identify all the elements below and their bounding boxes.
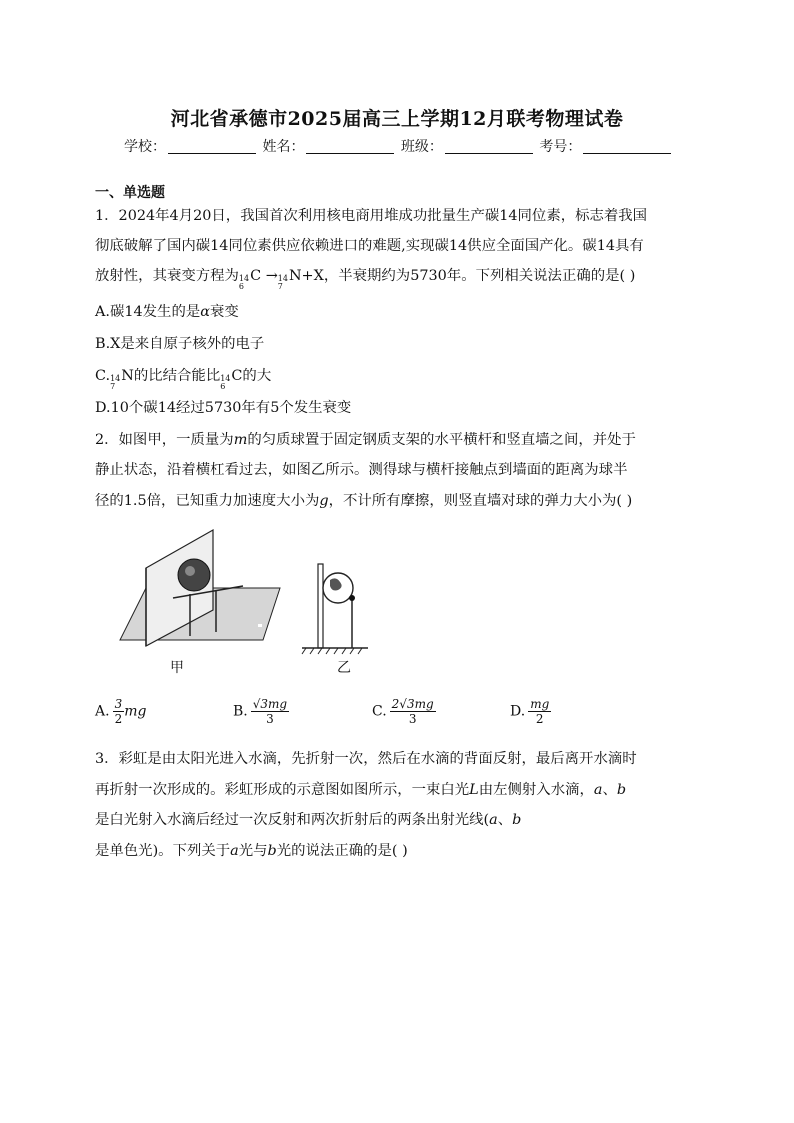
ray-b-symbol-2: b xyxy=(512,812,522,828)
mass-symbol: m xyxy=(233,432,248,448)
c14-isotope-c xyxy=(220,375,230,391)
q2-option-c-label: C. xyxy=(372,703,387,720)
n14-number: 7 xyxy=(277,282,283,291)
ray-a-symbol: a xyxy=(593,782,603,798)
q3-line-2-sep: 、 xyxy=(602,782,617,798)
q2-option-c-den: 3 xyxy=(408,712,417,726)
q2-option-a-den: 2 xyxy=(114,712,123,726)
n14-number-c: 7 xyxy=(110,382,116,391)
q3-line-4 xyxy=(95,841,408,861)
q1-line-3-text: 放射性，其衰变方程为 xyxy=(95,268,239,284)
q1-option-c-label: C. xyxy=(95,368,111,384)
q2-line-1-text: 2．如图甲，一质量为 xyxy=(95,432,234,448)
n14-mass-c: 14 xyxy=(110,374,121,383)
ray-a-symbol-2: a xyxy=(489,812,498,828)
q1-line-2: 彻底破解了国内碳14同位素供应依赖进口的难题,实现碳14供应全面国产化。碳14具有 xyxy=(95,238,644,254)
q1-option-d[interactable]: D.10个碳14经过5730年有5个发生衰变 xyxy=(95,400,352,416)
q2-option-b[interactable] xyxy=(233,697,289,726)
q3-line-1: 3．彩虹是由太阳光进入水滴，先折射一次，然后在水滴的背面反射，最后离开水滴时 xyxy=(95,751,637,767)
q3-line-2 xyxy=(95,780,626,800)
class-label: 班级： xyxy=(400,139,443,155)
q2-option-a-label: A. xyxy=(95,703,110,720)
q1-line-1: 1．2024年4月20日，我国首次利用核电商用堆成功批量生产碳14同位素，标志着我国 xyxy=(95,208,648,224)
n14-isotope xyxy=(278,275,288,291)
q3-line-2-text: 再折射一次形成的。彩虹形成的示意图如图所示，一束白光 xyxy=(95,782,470,798)
q2-option-d-label: D. xyxy=(510,703,526,720)
decay-arrow: → xyxy=(265,268,278,284)
q2-line-3-end: ，不计所有摩擦，则竖直墙对球的弹力大小为( ) xyxy=(328,493,633,509)
alpha-symbol: α xyxy=(200,304,210,320)
q1-line-3 xyxy=(95,266,635,291)
q2-option-a[interactable] xyxy=(95,697,146,726)
q1-option-a-text: A.碳14发生的是 xyxy=(95,304,201,320)
q2-line-3 xyxy=(95,491,632,511)
light-L-symbol: L xyxy=(469,782,479,798)
c14-number: 6 xyxy=(238,282,245,291)
section-heading: 一、单选题 xyxy=(95,185,165,201)
q2-option-b-num: √3mg xyxy=(252,697,288,711)
q1-option-c-mid: 的比结合能比 xyxy=(133,368,221,384)
name-blank[interactable] xyxy=(306,139,394,154)
q2-option-b-label: B. xyxy=(233,703,248,720)
number-blank[interactable] xyxy=(583,139,671,154)
q3-line-2-mid: 由左侧射入水滴， xyxy=(478,782,594,798)
page-title: 河北省承德市2025届高三上学期12月联考物理试卷 xyxy=(170,108,624,130)
q2-option-d-den: 2 xyxy=(535,712,544,726)
n14-symbol: N xyxy=(288,268,302,284)
q1-line-3-end: +X，半衰期约为5730年。下列相关说法正确的是( ) xyxy=(301,268,636,284)
c14-mass-c: 14 xyxy=(220,374,231,383)
q2-line-2: 静止状态，沿着横杠看过去，如图乙所示。测得球与横杆接触点到墙面的距离为球半 xyxy=(95,462,628,478)
n14-isotope-c xyxy=(110,375,120,391)
number-label: 考号： xyxy=(539,139,582,155)
c14-symbol: C xyxy=(250,268,262,284)
q1-option-a-end: 衰变 xyxy=(209,304,239,320)
figure-yi-caption: 乙 xyxy=(337,660,351,676)
q3-line-3 xyxy=(95,810,521,830)
c14-symbol-c: C xyxy=(231,368,243,384)
student-info-row xyxy=(124,136,673,156)
q3-line-3-text: 是白光射入水滴后经过一次反射和两次折射后的两条出射光线( xyxy=(95,812,490,828)
q1-option-b[interactable]: B.X是来自原子核外的电子 xyxy=(95,336,265,352)
ray-b-symbol: b xyxy=(616,782,627,798)
q2-option-b-den: 3 xyxy=(266,712,274,726)
school-label: 学校： xyxy=(124,139,166,155)
q2-option-b-fraction xyxy=(251,697,289,726)
n14-symbol-c: N xyxy=(121,368,134,384)
figure-jia-3d-wall-rack xyxy=(118,528,288,648)
q1-option-c-end: 的大 xyxy=(242,368,272,384)
name-label: 姓名： xyxy=(262,139,305,155)
c14-number-c: 6 xyxy=(220,382,226,391)
figure-jia-caption: 甲 xyxy=(170,660,184,676)
school-blank[interactable] xyxy=(168,139,256,154)
n14-mass: 14 xyxy=(277,274,288,283)
q2-option-c-num: 2√3mg xyxy=(391,697,434,711)
c14-mass: 14 xyxy=(238,274,250,283)
ray-b-symbol-3: b xyxy=(267,843,277,859)
ray-a-symbol-3: a xyxy=(230,843,239,859)
q1-option-c[interactable] xyxy=(95,366,271,391)
q2-line-1 xyxy=(95,430,636,450)
q3-line-4-mid: 光与 xyxy=(238,843,268,859)
q2-option-d-num: mg xyxy=(530,697,550,711)
q2-option-d-fraction xyxy=(528,697,551,726)
q2-line-3-text: 径的1.5倍，已知重力加速度大小为 xyxy=(95,493,320,509)
q2-option-c-fraction xyxy=(390,697,436,726)
q2-line-1-end: 的匀质球置于固定钢质支架的水平横杆和竖直墙之间，并处于 xyxy=(247,432,636,448)
q2-option-a-tail: mg xyxy=(124,703,147,720)
c14-isotope xyxy=(239,275,249,291)
gravity-symbol: g xyxy=(319,493,329,509)
figure-yi-side-view xyxy=(300,560,370,655)
q1-option-a[interactable] xyxy=(95,302,239,322)
q2-option-a-num: 3 xyxy=(114,697,123,711)
q2-option-a-fraction xyxy=(113,697,125,726)
q3-line-3-sep: 、 xyxy=(497,812,513,828)
q2-option-d[interactable] xyxy=(510,697,551,726)
class-blank[interactable] xyxy=(445,139,533,154)
q3-line-4-end: 光的说法正确的是( ) xyxy=(276,843,408,859)
q3-line-4-text: 是单色光)。下列关于 xyxy=(95,843,231,859)
q2-option-c[interactable] xyxy=(372,697,436,726)
